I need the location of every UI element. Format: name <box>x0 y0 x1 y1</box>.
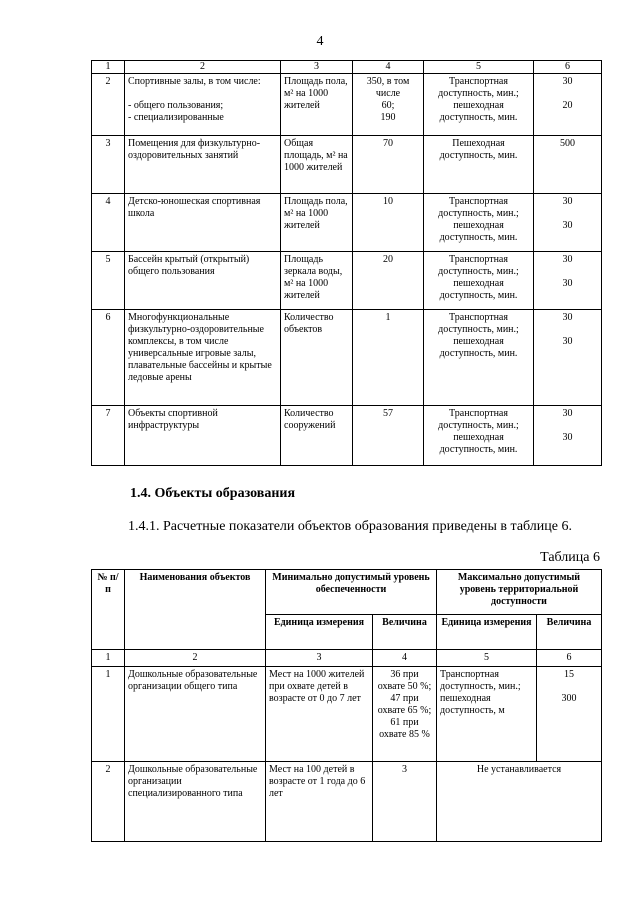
col-number: 2 <box>125 61 281 74</box>
row-number: 3 <box>92 136 125 194</box>
table-row <box>92 194 602 252</box>
col-number: 6 <box>537 650 602 667</box>
facility-name: Спортивные залы, в том числе: - общего пользования; - специализированные <box>125 74 281 136</box>
value-cell: 57 <box>353 406 424 466</box>
limit-cell: 15 300 <box>537 667 602 762</box>
facility-name: Объекты спортивной инфраструктуры <box>125 406 281 466</box>
education-facilities-table <box>91 569 602 842</box>
value-cell: 3 <box>373 762 437 842</box>
col-number: 4 <box>353 61 424 74</box>
row-number: 5 <box>92 252 125 310</box>
row-number: 7 <box>92 406 125 466</box>
facility-name: Дошкольные образовательные организации общего типа <box>125 667 266 762</box>
table-row <box>92 667 602 762</box>
col-number: 5 <box>424 61 534 74</box>
access-cell: Транспортная доступность, мин.; пешеходная доступность, м <box>437 667 537 762</box>
limit-cell: 30 30 <box>534 194 602 252</box>
row-number: 2 <box>92 762 125 842</box>
table-row <box>92 310 602 406</box>
row-number: 1 <box>92 667 125 762</box>
col-number: 3 <box>281 61 353 74</box>
facility-name: Многофункциональные физкультурно-оздоровительные комплексы, в том числе универсальные игровые залы, плавательные бассейны и крытые ледовые арены <box>125 310 281 406</box>
limit-cell: 30 20 <box>534 74 602 136</box>
access-cell: Транспортная доступность, мин.; пешеходная доступность, мин. <box>424 406 534 466</box>
table-row <box>92 252 602 310</box>
sports-facilities-table <box>91 60 602 466</box>
col-number: 2 <box>125 650 266 667</box>
limit-cell: 30 30 <box>534 406 602 466</box>
row-number: 4 <box>92 194 125 252</box>
row-number: 2 <box>92 74 125 136</box>
col-number: 4 <box>373 650 437 667</box>
access-cell: Транспортная доступность, мин.; пешеходная доступность, мин. <box>424 74 534 136</box>
header-value: Величина <box>537 615 602 650</box>
column-number-row <box>92 650 602 667</box>
facility-name: Помещения для физкультурно-оздоровительных занятий <box>125 136 281 194</box>
table-row <box>92 74 602 136</box>
access-cell: Транспортная доступность, мин.; пешеходная доступность, мин. <box>424 252 534 310</box>
col-number: 1 <box>92 61 125 74</box>
header-unit: Единица измерения <box>437 615 537 650</box>
unit-cell: Площадь пола, м² на 1000 жителей <box>281 74 353 136</box>
col-number: 6 <box>534 61 602 74</box>
unit-cell: Площадь зеркала воды, м² на 1000 жителей <box>281 252 353 310</box>
table-row <box>92 762 602 842</box>
table-row <box>92 406 602 466</box>
facility-name: Детско-юношеская спортивная школа <box>125 194 281 252</box>
limit-cell: 30 30 <box>534 252 602 310</box>
col-number: 1 <box>92 650 125 667</box>
header-unit: Единица измерения <box>266 615 373 650</box>
unit-cell: Мест на 1000 жителей при охвате детей в возрасте от 0 до 7 лет <box>266 667 373 762</box>
access-cell: Пешеходная доступность, мин. <box>424 136 534 194</box>
header-number: № п/п <box>92 570 125 650</box>
unit-cell: Площадь пола, м² на 1000 жителей <box>281 194 353 252</box>
access-cell: Транспортная доступность, мин.; пешеходная доступность, мин. <box>424 310 534 406</box>
access-cell: Транспортная доступность, мин.; пешеходная доступность, мин. <box>424 194 534 252</box>
intro-paragraph: 1.4.1. Расчетные показатели объектов образования приведены в таблице 6. <box>128 519 572 534</box>
value-cell: 36 при охвате 50 %; 47 при охвате 65 %; 61 при охвате 85 % <box>373 667 437 762</box>
table-caption: Таблица 6 <box>540 550 600 565</box>
table-row <box>92 136 602 194</box>
table-header-row <box>92 570 602 615</box>
value-cell: 350, в том числе 60; 190 <box>353 74 424 136</box>
unit-cell: Мест на 100 детей в возрасте от 1 года до 6 лет <box>266 762 373 842</box>
value-cell: 70 <box>353 136 424 194</box>
section-heading: 1.4. Объекты образования <box>130 486 296 501</box>
value-cell: 10 <box>353 194 424 252</box>
not-established-cell: Не устанавливается <box>437 762 602 842</box>
row-number: 6 <box>92 310 125 406</box>
col-number: 3 <box>266 650 373 667</box>
unit-cell: Общая площадь, м² на 1000 жителей <box>281 136 353 194</box>
table-header-row <box>92 61 602 74</box>
header-min-level: Минимально допустимый уровень обеспеченности <box>266 570 437 615</box>
col-number: 5 <box>437 650 537 667</box>
unit-cell: Количество объектов <box>281 310 353 406</box>
header-max-access: Максимально допустимый уровень территориальной доступности <box>437 570 602 615</box>
limit-cell: 500 <box>534 136 602 194</box>
limit-cell: 30 30 <box>534 310 602 406</box>
value-cell: 20 <box>353 252 424 310</box>
facility-name: Дошкольные образовательные организации специализированного типа <box>125 762 266 842</box>
page-number: 4 <box>316 34 324 49</box>
header-name: Наименования объектов <box>125 570 266 650</box>
unit-cell: Количество сооружений <box>281 406 353 466</box>
header-value: Величина <box>373 615 437 650</box>
value-cell: 1 <box>353 310 424 406</box>
facility-name: Бассейн крытый (открытый) общего пользования <box>125 252 281 310</box>
